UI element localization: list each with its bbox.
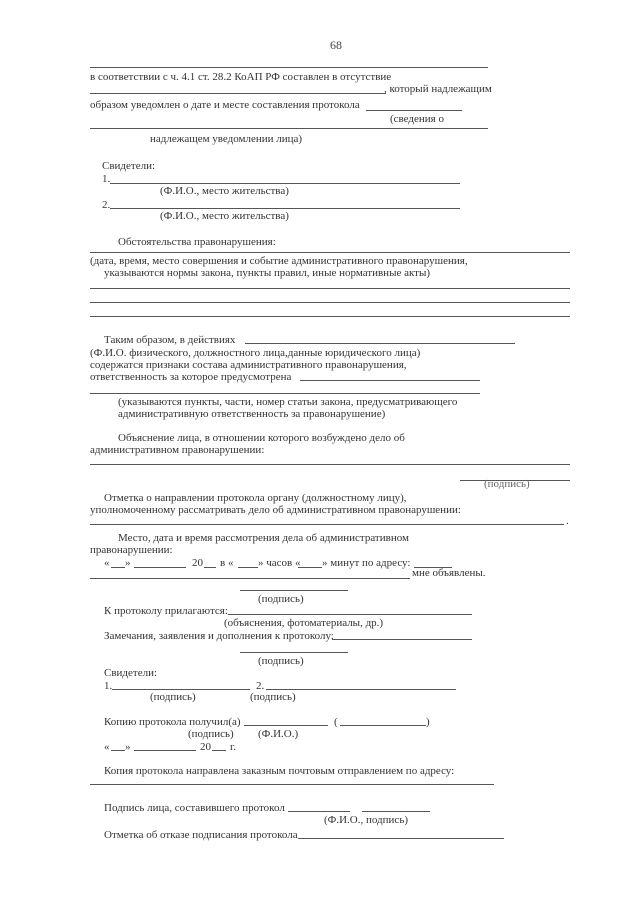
- composer-text: Подпись лица, составившего протокол: [104, 802, 285, 814]
- copy-date-close: »: [125, 741, 131, 753]
- notified-suffix: , который надлежащим: [384, 83, 492, 95]
- explanation-text-2: административном правонарушении:: [90, 444, 265, 456]
- witness-2a-field[interactable]: [112, 689, 250, 690]
- witness-2b-field[interactable]: [266, 689, 456, 690]
- remarks-signature-hint: (подпись): [258, 655, 304, 667]
- absence-statement: в соответствии с ч. 4.1 ст. 28.2 КоАП РФ составлен в отсутствие: [90, 71, 392, 83]
- notification-hint-start: (сведения о: [390, 113, 444, 125]
- hearing-address-field-2[interactable]: [90, 578, 410, 579]
- hearing-text: Место, дата и время рассмотрения дела об административном: [118, 532, 409, 544]
- hearing-hours: » часов «: [258, 557, 301, 569]
- conclusion-text: Таким образом, в действиях: [104, 334, 236, 346]
- copy-year-prefix: 20: [200, 741, 211, 753]
- witness-2-number: 2.: [102, 199, 111, 211]
- hearing-day-field[interactable]: [111, 567, 125, 568]
- sending-text-2: уполномоченному рассматривать дело об административном правонарушении:: [90, 504, 461, 516]
- hearing-month-field[interactable]: [134, 567, 186, 568]
- hearing-announced: мне объявлены.: [412, 567, 486, 579]
- circumstances-hint-1: (дата, время, место совершения и событие административного правонарушения,: [90, 255, 468, 267]
- hearing-signature-hint: (подпись): [258, 593, 304, 605]
- liability-field[interactable]: [300, 380, 480, 381]
- witness-1-number: 1.: [102, 173, 111, 185]
- circumstances-line-2[interactable]: [90, 288, 570, 289]
- circumstances-line-3[interactable]: [90, 302, 570, 303]
- mailed-text: Копия протокола направлена заказным почтовым отправлением по адресу:: [104, 765, 455, 777]
- copy-year-suffix: г.: [230, 741, 237, 753]
- circumstances-line-4[interactable]: [90, 316, 570, 317]
- hearing-minutes: » минут по адресу:: [322, 557, 411, 569]
- witness-1-field[interactable]: [110, 183, 460, 184]
- composer-fio-field[interactable]: [288, 811, 350, 812]
- refusal-field[interactable]: [298, 838, 504, 839]
- explanation-signature-hint: (подпись): [484, 478, 530, 490]
- copy-signature-hint: (подпись): [188, 728, 234, 740]
- sending-text: Отметка о направлении протокола органу (должностному лицу),: [104, 492, 407, 504]
- copy-date-open: «: [104, 741, 110, 753]
- witnesses-title: Свидетели:: [102, 160, 156, 172]
- offender-field[interactable]: [245, 343, 515, 344]
- liability-hint-2: административную ответственность за правонарушение): [118, 408, 386, 420]
- attachments-hint: (объяснения, фотоматериалы, др.): [224, 617, 384, 629]
- composer-signature-field[interactable]: [362, 811, 430, 812]
- copy-paren-close: ): [426, 716, 430, 728]
- liability-field-2[interactable]: [90, 393, 480, 394]
- liability-hint-1: (указываются пункты, части, номер статьи закона, предусматривающего: [118, 396, 458, 408]
- hearing-in: в «: [220, 557, 234, 569]
- blank-line[interactable]: [90, 67, 488, 68]
- page-number: 68: [330, 38, 342, 52]
- offender-hint: (Ф.И.О. физического, должностного лица,данные юридического лица): [90, 347, 421, 359]
- notification-hint-end: надлежащем уведомлении лица): [150, 133, 303, 145]
- witness-2a-signature-hint: (подпись): [150, 691, 196, 703]
- copy-year-field[interactable]: [212, 750, 226, 751]
- sending-field[interactable]: [90, 524, 564, 525]
- copy-fio-field[interactable]: [340, 725, 426, 726]
- copy-paren-open: (: [334, 716, 338, 728]
- hearing-signature-line[interactable]: [240, 590, 348, 591]
- attachments-text: К протоколу прилагаются:: [104, 605, 228, 617]
- copy-fio-hint: (Ф.И.О.): [258, 728, 299, 740]
- hearing-year-prefix: 20: [192, 557, 203, 569]
- attachments-field[interactable]: [228, 614, 472, 615]
- liability-text: ответственность за которое предусмотрена: [90, 371, 292, 383]
- copy-month-field[interactable]: [134, 750, 196, 751]
- remarks-text: Замечания, заявления и дополнения к протоколу:: [104, 630, 334, 642]
- offense-text: содержатся признаки состава административного правонарушения,: [90, 359, 407, 371]
- witness-1-hint: (Ф.И.О., место жительства): [160, 185, 289, 197]
- sending-dot: .: [566, 515, 569, 527]
- hearing-year-field[interactable]: [204, 567, 216, 568]
- hearing-date-close: »: [125, 557, 131, 569]
- hearing-text-2: правонарушении:: [90, 544, 173, 556]
- explanation-line-1[interactable]: [90, 464, 570, 465]
- person-name-field[interactable]: [90, 93, 386, 94]
- witnesses-2-title: Свидетели:: [104, 667, 158, 679]
- circumstances-hint-2: указываются нормы закона, пункты правил, иные нормативные акты): [104, 267, 431, 279]
- copy-received-text: Копию протокола получил(а): [104, 716, 241, 728]
- hearing-minute-field[interactable]: [298, 567, 322, 568]
- witness-2b-signature-hint: (подпись): [250, 691, 296, 703]
- copy-signature-field[interactable]: [244, 725, 328, 726]
- remarks-signature-line[interactable]: [240, 652, 348, 653]
- notification-date-field[interactable]: [366, 110, 462, 111]
- witness-2-field[interactable]: [110, 208, 460, 209]
- hearing-date-open: «: [104, 557, 110, 569]
- witness-2b-number: 2.: [256, 680, 265, 692]
- remarks-field[interactable]: [332, 639, 472, 640]
- witness-2a-number: 1.: [104, 680, 113, 692]
- refusal-text: Отметка об отказе подписания протокола: [104, 829, 298, 841]
- mailed-address-field[interactable]: [90, 784, 494, 785]
- copy-day-field[interactable]: [111, 750, 125, 751]
- circumstances-line-1[interactable]: [90, 252, 570, 253]
- composer-hint: (Ф.И.О., подпись): [324, 814, 408, 826]
- explanation-text: Объяснение лица, в отношении которого возбуждено дело об: [118, 432, 405, 444]
- circumstances-title: Обстоятельства правонарушения:: [118, 236, 276, 248]
- hearing-hour-field[interactable]: [238, 567, 258, 568]
- notified-text: образом уведомлен о дате и месте составления протокола: [90, 99, 360, 111]
- witness-2-hint: (Ф.И.О., место жительства): [160, 210, 289, 222]
- notification-details-field[interactable]: [90, 128, 488, 129]
